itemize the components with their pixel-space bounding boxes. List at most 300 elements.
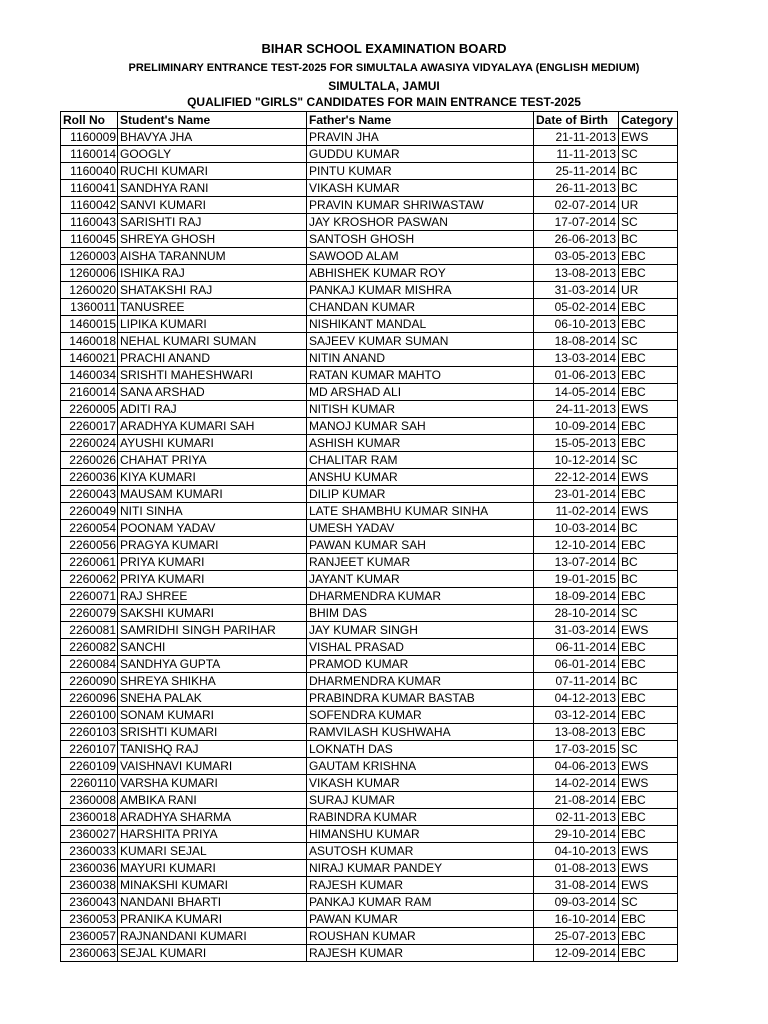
- student-name-cell: SANDHYA RANI: [118, 180, 307, 197]
- dob-cell: 07-11-2014: [534, 673, 619, 690]
- roll-no-cell: 2260084: [61, 656, 118, 673]
- dob-cell: 21-11-2013: [534, 129, 619, 146]
- category-cell: EBC: [619, 690, 678, 707]
- category-cell: SC: [619, 452, 678, 469]
- student-name-cell: SNEHA PALAK: [118, 690, 307, 707]
- father-name-cell: RAMVILASH KUSHWAHA: [307, 724, 534, 741]
- student-name-cell: SANCHI: [118, 639, 307, 656]
- table-row: [61, 656, 678, 673]
- father-name-cell: MANOJ KUMAR SAH: [307, 418, 534, 435]
- dob-cell: 26-06-2013: [534, 231, 619, 248]
- category-cell: UR: [619, 197, 678, 214]
- dob-cell: 11-02-2014: [534, 503, 619, 520]
- roll-no-cell: 2260100: [61, 707, 118, 724]
- student-name-cell: SANA ARSHAD: [118, 384, 307, 401]
- roll-no-cell: 2260109: [61, 758, 118, 775]
- roll-no-cell: 1460034: [61, 367, 118, 384]
- exam-title: PRELIMINARY ENTRANCE TEST-2025 FOR SIMULTALA AWASIYA VIDYALAYA (ENGLISH MEDIUM): [128, 62, 640, 74]
- category-cell: EBC: [619, 911, 678, 928]
- table-row: [61, 316, 678, 333]
- category-cell: EWS: [619, 401, 678, 418]
- dob-cell: 12-09-2014: [534, 945, 619, 962]
- table-row: [61, 367, 678, 384]
- roll-no-cell: 2260079: [61, 605, 118, 622]
- student-name-cell: NEHAL KUMARI SUMAN: [118, 333, 307, 350]
- student-name-cell: ISHIKA RAJ: [118, 265, 307, 282]
- dob-cell: 25-07-2013: [534, 928, 619, 945]
- category-cell: SC: [619, 741, 678, 758]
- father-name-cell: HIMANSHU KUMAR: [307, 826, 534, 843]
- student-name-cell: PRANIKA KUMARI: [118, 911, 307, 928]
- dob-cell: 14-05-2014: [534, 384, 619, 401]
- dob-cell: 02-07-2014: [534, 197, 619, 214]
- roll-no-cell: 2260081: [61, 622, 118, 639]
- dob-cell: 13-07-2014: [534, 554, 619, 571]
- student-name-cell: AMBIKA RANI: [118, 792, 307, 809]
- col-header-roll-no: Roll No: [61, 112, 118, 129]
- table-row: [61, 452, 678, 469]
- father-name-cell: BHIM DAS: [307, 605, 534, 622]
- dob-cell: 23-01-2014: [534, 486, 619, 503]
- dob-cell: 15-05-2013: [534, 435, 619, 452]
- student-name-cell: PRIYA KUMARI: [118, 571, 307, 588]
- roll-no-cell: 2260082: [61, 639, 118, 656]
- roll-no-cell: 2360018: [61, 809, 118, 826]
- category-cell: EBC: [619, 724, 678, 741]
- father-name-cell: VIKASH KUMAR: [307, 180, 534, 197]
- student-name-cell: SANVI KUMARI: [118, 197, 307, 214]
- father-name-cell: SANTOSH GHOSH: [307, 231, 534, 248]
- father-name-cell: RABINDRA KUMAR: [307, 809, 534, 826]
- category-cell: EBC: [619, 435, 678, 452]
- roll-no-cell: 2360063: [61, 945, 118, 962]
- table-row: [61, 435, 678, 452]
- father-name-cell: RAJESH KUMAR: [307, 877, 534, 894]
- dob-cell: 11-11-2013: [534, 146, 619, 163]
- roll-no-cell: 1260006: [61, 265, 118, 282]
- category-cell: EBC: [619, 367, 678, 384]
- dob-cell: 04-06-2013: [534, 758, 619, 775]
- roll-no-cell: 2260107: [61, 741, 118, 758]
- category-cell: EBC: [619, 299, 678, 316]
- table-row: [61, 129, 678, 146]
- student-name-cell: ADITI RAJ: [118, 401, 307, 418]
- student-name-cell: POONAM YADAV: [118, 520, 307, 537]
- dob-cell: 25-11-2014: [534, 163, 619, 180]
- table-row: [61, 588, 678, 605]
- roll-no-cell: 2260096: [61, 690, 118, 707]
- father-name-cell: ASUTOSH KUMAR: [307, 843, 534, 860]
- student-name-cell: AISHA TARANNUM: [118, 248, 307, 265]
- student-name-cell: SAMRIDHI SINGH PARIHAR: [118, 622, 307, 639]
- category-cell: EWS: [619, 775, 678, 792]
- student-name-cell: SARISHTI RAJ: [118, 214, 307, 231]
- category-cell: SC: [619, 894, 678, 911]
- student-name-cell: CHAHAT PRIYA: [118, 452, 307, 469]
- category-cell: EBC: [619, 384, 678, 401]
- roll-no-cell: 2360038: [61, 877, 118, 894]
- roll-no-cell: 2160014: [61, 384, 118, 401]
- father-name-cell: VIKASH KUMAR: [307, 775, 534, 792]
- student-name-cell: SRISHTI MAHESHWARI: [118, 367, 307, 384]
- father-name-cell: PRAVIN KUMAR SHRIWASTAW: [307, 197, 534, 214]
- student-name-cell: ARADHYA SHARMA: [118, 809, 307, 826]
- table-row: [61, 537, 678, 554]
- roll-no-cell: 1160014: [61, 146, 118, 163]
- table-row: [61, 724, 678, 741]
- roll-no-cell: 2260049: [61, 503, 118, 520]
- dob-cell: 09-03-2014: [534, 894, 619, 911]
- table-row: [61, 639, 678, 656]
- dob-cell: 13-08-2013: [534, 724, 619, 741]
- dob-cell: 06-10-2013: [534, 316, 619, 333]
- dob-cell: 22-12-2014: [534, 469, 619, 486]
- student-name-cell: SONAM KUMARI: [118, 707, 307, 724]
- student-name-cell: PRIYA KUMARI: [118, 554, 307, 571]
- roll-no-cell: 2260026: [61, 452, 118, 469]
- roll-no-cell: 2260056: [61, 537, 118, 554]
- dob-cell: 17-03-2015: [534, 741, 619, 758]
- table-row: [61, 741, 678, 758]
- table-row: [61, 299, 678, 316]
- father-name-cell: PRAVIN JHA: [307, 129, 534, 146]
- roll-no-cell: 2260090: [61, 673, 118, 690]
- table-row: [61, 707, 678, 724]
- student-name-cell: TANISHQ RAJ: [118, 741, 307, 758]
- dob-cell: 18-09-2014: [534, 588, 619, 605]
- student-name-cell: SHATAKSHI RAJ: [118, 282, 307, 299]
- roll-no-cell: 2260043: [61, 486, 118, 503]
- dob-cell: 19-01-2015: [534, 571, 619, 588]
- table-row: [61, 418, 678, 435]
- father-name-cell: CHALITAR RAM: [307, 452, 534, 469]
- father-name-cell: PANKAJ KUMAR RAM: [307, 894, 534, 911]
- category-cell: EBC: [619, 928, 678, 945]
- father-name-cell: ABHISHEK KUMAR ROY: [307, 265, 534, 282]
- category-cell: BC: [619, 231, 678, 248]
- table-row: [61, 486, 678, 503]
- roll-no-cell: 2260062: [61, 571, 118, 588]
- roll-no-cell: 1160009: [61, 129, 118, 146]
- roll-no-cell: 2360057: [61, 928, 118, 945]
- student-name-cell: TANUSREE: [118, 299, 307, 316]
- student-name-cell: RAJNANDANI KUMARI: [118, 928, 307, 945]
- dob-cell: 31-03-2014: [534, 282, 619, 299]
- table-row: [61, 146, 678, 163]
- roll-no-cell: 2260036: [61, 469, 118, 486]
- category-cell: BC: [619, 180, 678, 197]
- dob-cell: 10-03-2014: [534, 520, 619, 537]
- roll-no-cell: 1460015: [61, 316, 118, 333]
- father-name-cell: SAWOOD ALAM: [307, 248, 534, 265]
- roll-no-cell: 2360036: [61, 860, 118, 877]
- table-row: [61, 265, 678, 282]
- father-name-cell: ROUSHAN KUMAR: [307, 928, 534, 945]
- table-row: [61, 503, 678, 520]
- category-cell: SC: [619, 605, 678, 622]
- roll-no-cell: 1460018: [61, 333, 118, 350]
- dob-cell: 18-08-2014: [534, 333, 619, 350]
- dob-cell: 26-11-2013: [534, 180, 619, 197]
- table-row: [61, 180, 678, 197]
- category-cell: SC: [619, 146, 678, 163]
- category-cell: EBC: [619, 537, 678, 554]
- father-name-cell: PRABINDRA KUMAR BASTAB: [307, 690, 534, 707]
- student-name-cell: SEJAL KUMARI: [118, 945, 307, 962]
- roll-no-cell: 2260005: [61, 401, 118, 418]
- student-name-cell: MINAKSHI KUMARI: [118, 877, 307, 894]
- student-name-cell: RAJ SHREE: [118, 588, 307, 605]
- roll-no-cell: 1160043: [61, 214, 118, 231]
- student-name-cell: PRAGYA KUMARI: [118, 537, 307, 554]
- col-header-student-name: Student's Name: [118, 112, 307, 129]
- dob-cell: 14-02-2014: [534, 775, 619, 792]
- category-cell: UR: [619, 282, 678, 299]
- category-cell: BC: [619, 673, 678, 690]
- father-name-cell: LATE SHAMBHU KUMAR SINHA: [307, 503, 534, 520]
- table-row: [61, 860, 678, 877]
- roll-no-cell: 1260003: [61, 248, 118, 265]
- father-name-cell: DILIP KUMAR: [307, 486, 534, 503]
- table-header-row: [61, 112, 678, 129]
- roll-no-cell: 1160041: [61, 180, 118, 197]
- student-name-cell: RUCHI KUMARI: [118, 163, 307, 180]
- father-name-cell: PINTU KUMAR: [307, 163, 534, 180]
- roll-no-cell: 2360033: [61, 843, 118, 860]
- student-name-cell: SRISHTI KUMARI: [118, 724, 307, 741]
- dob-cell: 29-10-2014: [534, 826, 619, 843]
- table-row: [61, 554, 678, 571]
- roll-no-cell: 1360011: [61, 299, 118, 316]
- roll-no-cell: 1260020: [61, 282, 118, 299]
- dob-cell: 28-10-2014: [534, 605, 619, 622]
- student-name-cell: VAISHNAVI KUMARI: [118, 758, 307, 775]
- student-name-cell: KIYA KUMARI: [118, 469, 307, 486]
- dob-cell: 17-07-2014: [534, 214, 619, 231]
- table-row: [61, 775, 678, 792]
- table-row: [61, 214, 678, 231]
- dob-cell: 21-08-2014: [534, 792, 619, 809]
- father-name-cell: NITIN ANAND: [307, 350, 534, 367]
- location-title: SIMULTALA, JAMUI: [328, 79, 440, 93]
- category-cell: EWS: [619, 469, 678, 486]
- father-name-cell: JAY KUMAR SINGH: [307, 622, 534, 639]
- table-row: [61, 877, 678, 894]
- student-name-cell: SANDHYA GUPTA: [118, 656, 307, 673]
- table-row: [61, 622, 678, 639]
- category-cell: BC: [619, 163, 678, 180]
- father-name-cell: ASHISH KUMAR: [307, 435, 534, 452]
- category-cell: EWS: [619, 503, 678, 520]
- table-row: [61, 605, 678, 622]
- category-cell: EBC: [619, 316, 678, 333]
- student-name-cell: SAKSHI KUMARI: [118, 605, 307, 622]
- roll-no-cell: 2260017: [61, 418, 118, 435]
- student-name-cell: MAYURI KUMARI: [118, 860, 307, 877]
- category-cell: EWS: [619, 877, 678, 894]
- category-cell: EBC: [619, 826, 678, 843]
- roll-no-cell: 1160045: [61, 231, 118, 248]
- father-name-cell: NITISH KUMAR: [307, 401, 534, 418]
- father-name-cell: VISHAL PRASAD: [307, 639, 534, 656]
- table-row: [61, 758, 678, 775]
- category-cell: EBC: [619, 639, 678, 656]
- student-name-cell: VARSHA KUMARI: [118, 775, 307, 792]
- dob-cell: 13-03-2014: [534, 350, 619, 367]
- category-cell: EBC: [619, 248, 678, 265]
- dob-cell: 05-02-2014: [534, 299, 619, 316]
- father-name-cell: UMESH YADAV: [307, 520, 534, 537]
- father-name-cell: JAYANT KUMAR: [307, 571, 534, 588]
- category-cell: BC: [619, 520, 678, 537]
- category-cell: EBC: [619, 350, 678, 367]
- dob-cell: 03-12-2014: [534, 707, 619, 724]
- table-row: [61, 894, 678, 911]
- student-name-cell: NITI SINHA: [118, 503, 307, 520]
- dob-cell: 04-10-2013: [534, 843, 619, 860]
- dob-cell: 01-06-2013: [534, 367, 619, 384]
- category-cell: EBC: [619, 418, 678, 435]
- father-name-cell: MD ARSHAD ALI: [307, 384, 534, 401]
- dob-cell: 24-11-2013: [534, 401, 619, 418]
- table-row: [61, 282, 678, 299]
- father-name-cell: DHARMENDRA KUMAR: [307, 673, 534, 690]
- father-name-cell: SURAJ KUMAR: [307, 792, 534, 809]
- father-name-cell: PAWAN KUMAR SAH: [307, 537, 534, 554]
- dob-cell: 16-10-2014: [534, 911, 619, 928]
- dob-cell: 04-12-2013: [534, 690, 619, 707]
- table-row: [61, 163, 678, 180]
- col-header-category: Category: [619, 112, 678, 129]
- dob-cell: 03-05-2013: [534, 248, 619, 265]
- student-name-cell: GOOGLY: [118, 146, 307, 163]
- father-name-cell: LOKNATH DAS: [307, 741, 534, 758]
- table-row: [61, 520, 678, 537]
- student-name-cell: HARSHITA PRIYA: [118, 826, 307, 843]
- category-cell: EBC: [619, 792, 678, 809]
- student-name-cell: MAUSAM KUMARI: [118, 486, 307, 503]
- table-row: [61, 792, 678, 809]
- father-name-cell: RAJESH KUMAR: [307, 945, 534, 962]
- table-row: [61, 826, 678, 843]
- dob-cell: 06-01-2014: [534, 656, 619, 673]
- father-name-cell: RATAN KUMAR MAHTO: [307, 367, 534, 384]
- roll-no-cell: 2360027: [61, 826, 118, 843]
- father-name-cell: PAWAN KUMAR: [307, 911, 534, 928]
- father-name-cell: SOFENDRA KUMAR: [307, 707, 534, 724]
- table-body: [61, 129, 678, 962]
- category-cell: EBC: [619, 656, 678, 673]
- category-cell: EBC: [619, 707, 678, 724]
- dob-cell: 31-08-2014: [534, 877, 619, 894]
- table-row: [61, 843, 678, 860]
- roll-no-cell: 2260071: [61, 588, 118, 605]
- table-row: [61, 571, 678, 588]
- dob-cell: 12-10-2014: [534, 537, 619, 554]
- col-header-date-of-birth: Date of Birth: [534, 112, 619, 129]
- category-cell: BC: [619, 571, 678, 588]
- dob-cell: 10-09-2014: [534, 418, 619, 435]
- roll-no-cell: 1160042: [61, 197, 118, 214]
- table-row: [61, 673, 678, 690]
- table-row: [61, 333, 678, 350]
- father-name-cell: GAUTAM KRISHNA: [307, 758, 534, 775]
- category-cell: EBC: [619, 265, 678, 282]
- category-cell: EWS: [619, 129, 678, 146]
- dob-cell: 01-08-2013: [534, 860, 619, 877]
- roll-no-cell: 2260061: [61, 554, 118, 571]
- student-name-cell: PRACHI ANAND: [118, 350, 307, 367]
- table-row: [61, 350, 678, 367]
- roll-no-cell: 2260054: [61, 520, 118, 537]
- list-subtitle: QUALIFIED "GIRLS" CANDIDATES FOR MAIN ENTRANCE TEST-2025: [187, 95, 581, 109]
- table-row: [61, 384, 678, 401]
- father-name-cell: JAY KROSHOR PASWAN: [307, 214, 534, 231]
- student-name-cell: KUMARI SEJAL: [118, 843, 307, 860]
- father-name-cell: PANKAJ KUMAR MISHRA: [307, 282, 534, 299]
- dob-cell: 31-03-2014: [534, 622, 619, 639]
- category-cell: EWS: [619, 843, 678, 860]
- father-name-cell: RANJEET KUMAR: [307, 554, 534, 571]
- father-name-cell: CHANDAN KUMAR: [307, 299, 534, 316]
- table-row: [61, 401, 678, 418]
- roll-no-cell: 1460021: [61, 350, 118, 367]
- table-row: [61, 231, 678, 248]
- student-name-cell: NANDANI BHARTI: [118, 894, 307, 911]
- category-cell: EBC: [619, 486, 678, 503]
- table-row: [61, 809, 678, 826]
- category-cell: EBC: [619, 809, 678, 826]
- category-cell: EWS: [619, 758, 678, 775]
- table-row: [61, 248, 678, 265]
- category-cell: EBC: [619, 588, 678, 605]
- roll-no-cell: 2260103: [61, 724, 118, 741]
- category-cell: EBC: [619, 945, 678, 962]
- father-name-cell: GUDDU KUMAR: [307, 146, 534, 163]
- candidates-table: [60, 111, 678, 962]
- student-name-cell: SHREYA GHOSH: [118, 231, 307, 248]
- roll-no-cell: 2360043: [61, 894, 118, 911]
- student-name-cell: AYUSHI KUMARI: [118, 435, 307, 452]
- dob-cell: 10-12-2014: [534, 452, 619, 469]
- category-cell: SC: [619, 333, 678, 350]
- student-name-cell: LIPIKA KUMARI: [118, 316, 307, 333]
- category-cell: EWS: [619, 622, 678, 639]
- category-cell: SC: [619, 214, 678, 231]
- roll-no-cell: 2260024: [61, 435, 118, 452]
- dob-cell: 13-08-2013: [534, 265, 619, 282]
- father-name-cell: SAJEEV KUMAR SUMAN: [307, 333, 534, 350]
- category-cell: EWS: [619, 860, 678, 877]
- father-name-cell: ANSHU KUMAR: [307, 469, 534, 486]
- father-name-cell: PRAMOD KUMAR: [307, 656, 534, 673]
- dob-cell: 06-11-2014: [534, 639, 619, 656]
- col-header-father-name: Father's Name: [307, 112, 534, 129]
- roll-no-cell: 2360053: [61, 911, 118, 928]
- table-row: [61, 469, 678, 486]
- father-name-cell: NISHIKANT MANDAL: [307, 316, 534, 333]
- table-row: [61, 197, 678, 214]
- table-row: [61, 928, 678, 945]
- student-name-cell: SHREYA SHIKHA: [118, 673, 307, 690]
- student-name-cell: ARADHYA KUMARI SAH: [118, 418, 307, 435]
- father-name-cell: NIRAJ KUMAR PANDEY: [307, 860, 534, 877]
- table-row: [61, 945, 678, 962]
- roll-no-cell: 2360008: [61, 792, 118, 809]
- father-name-cell: DHARMENDRA KUMAR: [307, 588, 534, 605]
- dob-cell: 02-11-2013: [534, 809, 619, 826]
- table-row: [61, 690, 678, 707]
